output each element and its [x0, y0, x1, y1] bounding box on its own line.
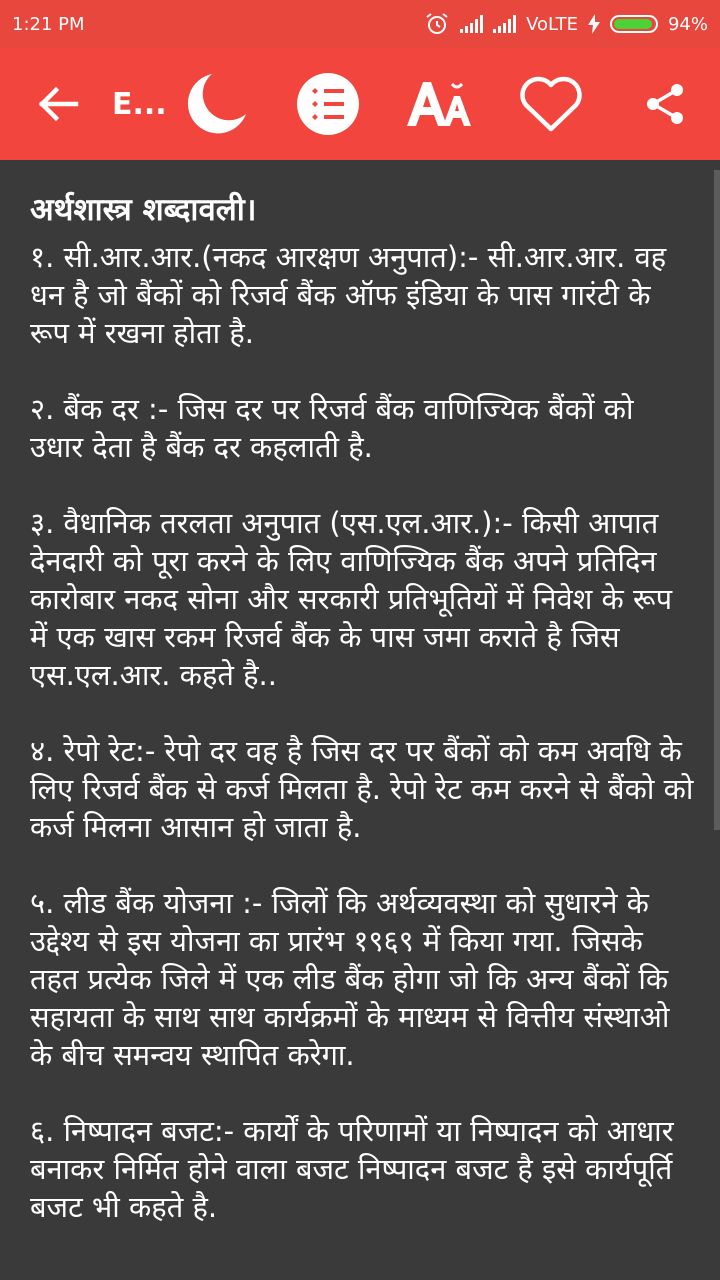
- back-arrow-icon: [36, 86, 80, 122]
- status-time: 1:21 PM: [12, 13, 85, 35]
- signal-icon: [460, 15, 483, 33]
- battery-icon: [610, 15, 658, 33]
- alarm-icon: [424, 11, 450, 37]
- share-button[interactable]: [640, 48, 690, 160]
- status-bar: [0, 0, 720, 48]
- article-paragraph: १. सी.आर.आर.(नकद आरक्षण अनुपात):- सी.आर.आर. वह धन है जो बैंकों को रिजर्व बैंक ऑफ इंडिया के पास गारंटी के रूप में रखना होता है.: [30, 240, 667, 350]
- article-paragraph: ५. लीड बैंक योजना :- जिलों कि अर्थव्यवस्था को सुधारने के उद्देश्य से इस योजना का प्रारंभ १९६९ में किया गया. जिसके तहत प्रत्येक जिले में एक लीड बैंक होगा जो कि अन्य बैंकों कि सहायता के साथ साथ कार्यक्रमों के माध्यम से वित्तीय संस्थाओ के बीच समन्वय स्थापित करेगा.: [30, 886, 670, 1072]
- font-size-icon: [405, 78, 475, 130]
- article-paragraph: २. बैंक दर :- जिस दर पर रिजर्व बैंक वाणिज्यिक बैंकों को उधार देता है बैंक दर कहलाती है.: [30, 392, 634, 464]
- scrollbar[interactable]: [714, 170, 720, 830]
- favorite-button[interactable]: [516, 48, 586, 160]
- article-paragraph: ६. निष्पादन बजट:- कार्यों के परिणामों या निष्पादन को आधार बनाकर निर्मित होने वाला बजट निष्पादन बजट है इसे कार्यपूर्ति बजट भी कहते है.: [30, 1114, 674, 1224]
- signal-icon-2: [493, 15, 516, 33]
- back-button[interactable]: [30, 48, 86, 160]
- font-size-button[interactable]: [404, 48, 476, 160]
- battery-percent: 94%: [667, 13, 708, 35]
- network-type: VoLTE: [526, 13, 578, 35]
- article-title: अर्थशास्त्र शब्दावली।: [30, 192, 257, 228]
- article-content: [30, 188, 694, 1264]
- night-mode-button[interactable]: [180, 48, 252, 160]
- moon-icon: [182, 70, 250, 138]
- app-toolbar: [0, 48, 720, 160]
- status-icons: [424, 11, 708, 37]
- article-paragraph: ३. वैधानिक तरलता अनुपात (एस.एल.आर.):- किसी आपात देनदारी को पूरा करने के लिए वाणिज्यिक बैंक अपने प्रतिदिन कारोबार नकद सोना और सरकारी प्रतिभूतियों में निवेश के रूप में एक खास रकम रिजर्व बैंक के पास जमा कराते है जिस एस.एल.आर. कहते है..: [30, 506, 673, 692]
- share-icon: [643, 82, 687, 126]
- heart-icon: [518, 75, 584, 133]
- article-paragraph: ४. रेपो रेट:- रेपो दर वह है जिस दर पर बैंकों को कम अवधि के लिए रिजर्व बैंक से कर्ज मिलता है. रेपो रेट कम करने से बैंको को कर्ज मिलना आसान हो जाता है.: [30, 734, 694, 844]
- favorites-list-button[interactable]: [294, 48, 362, 160]
- list-icon: [296, 72, 360, 136]
- toolbar-title: E...: [112, 86, 167, 122]
- charging-icon: [588, 14, 600, 34]
